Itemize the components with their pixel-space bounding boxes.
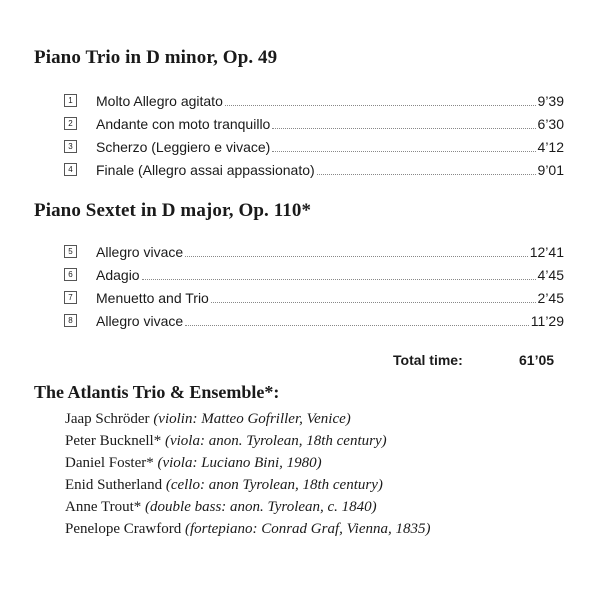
player-instrument: (double bass: anon. Tyrolean, c. 1840) xyxy=(145,499,377,515)
track-time: 11’29 xyxy=(530,312,564,329)
track-row xyxy=(64,286,564,309)
total-time-label: Total time: xyxy=(393,352,463,368)
player-entry xyxy=(65,408,431,430)
player-name: Jaap Schröder xyxy=(65,411,150,427)
track-number: 8 xyxy=(64,314,77,327)
track-time: 12’41 xyxy=(529,243,564,260)
total-time-value: 61’05 xyxy=(519,352,555,368)
player-instrument: (violin: Matteo Gofriller, Venice) xyxy=(153,411,351,427)
player-instrument: (fortepiano: Conrad Graf, Vienna, 1835) xyxy=(184,521,431,537)
track-number: 3 xyxy=(64,140,77,153)
player-instrument: (viola: anon. Tyrolean, 18th century) xyxy=(164,433,387,449)
tracklist-piano-sextet xyxy=(64,240,564,332)
player-name: Penelope Crawford xyxy=(65,521,182,537)
track-title: Allegro vivace xyxy=(96,312,184,329)
dot-leader xyxy=(185,256,528,257)
dot-leader xyxy=(211,302,536,303)
track-title: Scherzo (Leggiero e vivace) xyxy=(96,138,271,155)
track-title: Adagio xyxy=(96,266,140,283)
track-number: 4 xyxy=(64,163,77,176)
track-row xyxy=(64,309,564,332)
players-list xyxy=(65,408,431,540)
player-name: Enid Sutherland xyxy=(65,477,163,493)
dot-leader xyxy=(225,105,536,106)
track-time: 4’45 xyxy=(537,266,564,283)
track-row xyxy=(64,158,564,181)
tracklist-piano-trio xyxy=(64,89,564,181)
player-name: Peter Bucknell* xyxy=(65,433,162,449)
player-entry xyxy=(65,452,431,474)
player-entry xyxy=(65,496,431,518)
track-row xyxy=(64,112,564,135)
track-number: 7 xyxy=(64,291,77,304)
track-title: Menuetto and Trio xyxy=(96,289,209,306)
dot-leader xyxy=(185,325,529,326)
dot-leader xyxy=(142,279,536,280)
work-title-piano-sextet: Piano Sextet in D major, Op. 110* xyxy=(34,200,312,221)
track-row xyxy=(64,89,564,112)
track-title: Andante con moto tranquillo xyxy=(96,115,271,132)
track-time: 4’12 xyxy=(537,138,564,155)
track-title: Molto Allegro agitato xyxy=(96,92,223,109)
track-row xyxy=(64,135,564,158)
track-time: 6’30 xyxy=(537,115,564,132)
player-name: Anne Trout* xyxy=(65,499,142,515)
dot-leader xyxy=(272,128,535,129)
dot-leader xyxy=(272,151,535,152)
track-number: 5 xyxy=(64,245,77,258)
track-time: 2’45 xyxy=(537,289,564,306)
player-instrument: (cello: anon Tyrolean, 18th century) xyxy=(165,477,383,493)
player-entry xyxy=(65,518,431,540)
track-number: 2 xyxy=(64,117,77,130)
work-title-piano-trio: Piano Trio in D minor, Op. 49 xyxy=(34,47,278,68)
track-row xyxy=(64,263,564,286)
track-number: 6 xyxy=(64,268,77,281)
track-number: 1 xyxy=(64,94,77,107)
player-entry xyxy=(65,474,431,496)
track-title: Finale (Allegro assai appassionato) xyxy=(96,161,315,178)
track-title: Allegro vivace xyxy=(96,243,184,260)
ensemble-title: The Atlantis Trio & Ensemble*: xyxy=(34,382,280,402)
player-name: Daniel Foster* xyxy=(65,455,154,471)
player-entry xyxy=(65,430,431,452)
track-row xyxy=(64,240,564,263)
dot-leader xyxy=(317,174,536,175)
track-time: 9’39 xyxy=(537,92,564,109)
track-time: 9’01 xyxy=(537,161,564,178)
player-instrument: (viola: Luciano Bini, 1980) xyxy=(157,455,322,471)
